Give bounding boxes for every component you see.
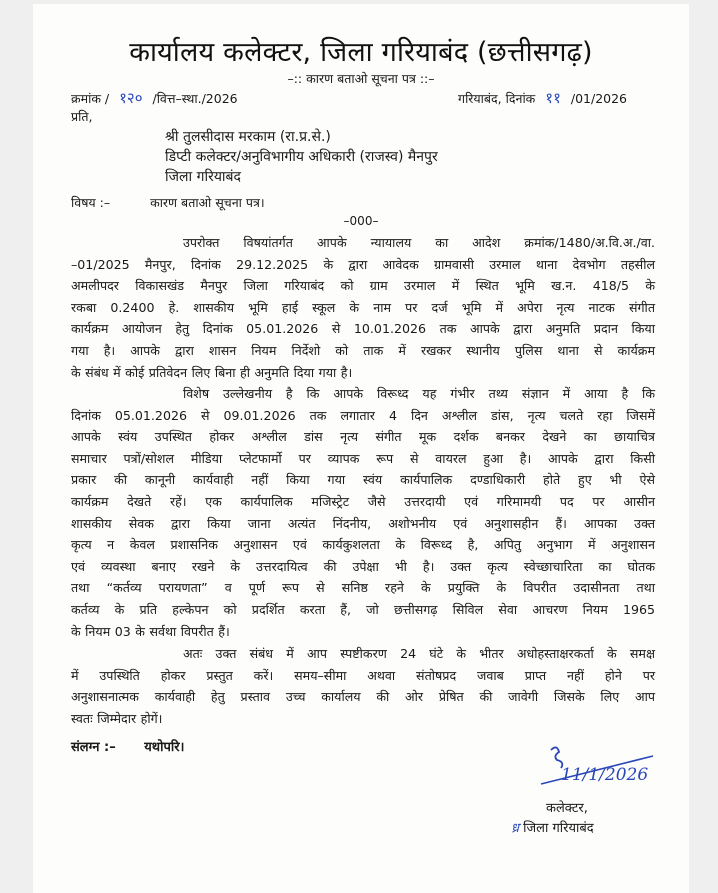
text-line: समाचार पत्रों/सोशल मीडिया प्लेटफार्मो पर व्यापक रूप से वायरल हुआ है। आपके द्वारा किसी	[71, 450, 655, 466]
text-line: स्वतः जिम्मेदार होगें।	[71, 710, 163, 726]
document-page	[33, 4, 689, 893]
signature-date: 11/1/2026	[561, 765, 649, 785]
text-line: रकबा 0.2400 हे. शासकीय भूमि हाई स्कूल के नाम पर दर्ज भूमि में अपेरा नृत्य नाटक संगीत	[71, 299, 655, 315]
text-line: आपके स्वंय उपस्थित होकर अश्लील डांस नृत्य संगीत मूक दर्शक बनकर देखने का छायाचित्र	[71, 429, 655, 445]
text-line: प्रकार की कानूनी कार्यवाही नहीं किया गया स्वंय कार्यपालिक दण्डाधिकारी होते हुए भी ऐसे	[71, 472, 655, 488]
signature-icon	[533, 742, 663, 792]
reference-number	[71, 88, 238, 108]
text-line: कृत्य न केवल प्रशासनिक अनुशासन एवं कार्यकुशलता के विरूध्द है, अपितु अनुभाग में अनुशासन	[71, 537, 655, 553]
text-line: शासकीय सेवक द्वारा किया जाना अत्यंत निंदनीय, अशोभनीय एवं अनुशासहीन हैं। आपका उक्त	[71, 515, 655, 531]
enclosure-value: यथोपरि।	[144, 740, 185, 755]
text-line: में उपस्थिति होकर प्रस्तुत करें। समय–सीमा अथवा संतोषप्रद जवाब प्राप्त नहीं होने पर	[71, 667, 655, 683]
notice-heading: –:: कारण बताओ सूचना पत्र ::–	[287, 71, 435, 86]
subject-label: विषय :–	[71, 195, 111, 210]
signatory-district: जिला गरियाबंद	[523, 821, 594, 836]
signatory-designation: कलेक्टर,	[546, 801, 588, 816]
text-line: कार्यक्रम आयोजन हेतु दिनांक 05.01.2026 से 10.01.2026 तक आपके द्वारा अनुमति प्रदान किया	[71, 321, 655, 337]
text-line: कर्तव्य के प्रति हल्केपन को प्रदर्शित करता हैं, जो छत्तीसगढ़ सिविल सेवा आचरण नियम 1965	[71, 601, 655, 617]
enclosure-line	[71, 737, 184, 755]
to-label: प्रति,	[71, 109, 93, 124]
text-line: अमलीपदर विकासखंड मैनपुर जिला गरियाबंद को ग्राम उरमाल में स्थित भूमि ख.न. 418/5 के	[71, 278, 655, 294]
addressee-designation: डिप्टी कलेक्टर/अनुविभागीय अधिकारी (राजस्व) मैनपुर	[165, 149, 438, 165]
subject-line	[71, 194, 265, 211]
text-line: अतः उक्त संबंध में आप स्पष्टीकरण 24 घंटे के भीतर अधोहस्ताक्षरकर्ता के समक्ष	[183, 646, 655, 661]
text-line: –01/2025 मैनपुर, दिनांक 29.12.2025 के द्वारा आवेदक ग्रामवासी उरमाल थाना देवभोग तहसील	[71, 256, 655, 272]
paragraph-3	[71, 643, 655, 729]
text-line: एवं व्यवस्था बनाए रखने के उत्तरदायित्व की उपेक्षा भी है। उक्त कृत्य स्वेच्छाचारिता का घोतक	[71, 558, 655, 574]
separator: –000–	[343, 214, 379, 228]
enclosure-label: संलग्न :–	[71, 740, 116, 755]
subject-text: कारण बताओ सूचना पत्र।	[150, 195, 265, 210]
paragraph-1	[71, 232, 655, 383]
handwritten-reference-number: १२०	[119, 89, 143, 107]
addressee-district: जिला गरियाबंद	[165, 169, 241, 185]
reference-prefix: क्रमांक /	[71, 91, 110, 106]
date-suffix: /01/2026	[570, 91, 627, 106]
addressee-name: श्री तुलसीदास मरकाम (रा.प्र.से.)	[165, 129, 331, 145]
text-line: के नियम 03 के सर्वथा विपरीत हैं।	[71, 623, 230, 639]
text-line: दिनांक 05.01.2026 से 09.01.2026 तक लगातार 4 दिन अश्लील डांस, नृत्य चलते रहा जिसमें	[71, 407, 655, 423]
text-line: तथा “कर्तव्य परायणता” व पूर्ण रूप से सनिष्ठ रहने के प्रयुक्ति के विपरीत उदासीनता तथा	[71, 580, 655, 596]
text-line: अनुशासनात्मक कार्यवाही हेतु प्रस्ताव उच्च कार्यालय की ओर प्रेषित की जावेगी जिसके लिए आप	[71, 689, 655, 705]
handwritten-day: ११	[545, 89, 561, 107]
text-line: कार्यक्रम देखते रहें। एक कार्यपालिक मजिस्ट्रेट जैसे उत्तरदायी एवं गरिमामयी पद पर आसीन	[71, 493, 655, 509]
text-line: उपरोक्त विषयांतर्गत आपके न्यायालय का आदेश क्रमांक/1480/अ.वि.अ./वा.	[183, 235, 655, 250]
text-line: विशेष उल्लेखनीय है कि आपके विरूध्द यह गंभीर तथ्य संज्ञान में आया है कि	[183, 386, 655, 401]
handwritten-initial: ध्र	[511, 821, 519, 836]
office-title: कार्यालय कलेक्टर, जिला गरियाबंद (छत्तीसगढ़)	[129, 37, 593, 68]
text-line: गया है। आपके द्वारा शासन नियम निर्देशो को ताक में रखकर स्थानीय पुलिस थाना से कार्यक्रम	[71, 342, 655, 358]
reference-suffix: /वित्त–स्था./2026	[152, 91, 238, 106]
text-line: के संबंध में कोई प्रतिवेदन लिए बिना ही अनुमति दिया गया है।	[71, 364, 353, 380]
date-prefix: गरियाबंद, दिनांक	[458, 91, 536, 106]
signatory-district-line	[511, 818, 594, 836]
date-line	[458, 88, 627, 108]
paragraph-2	[71, 383, 655, 642]
